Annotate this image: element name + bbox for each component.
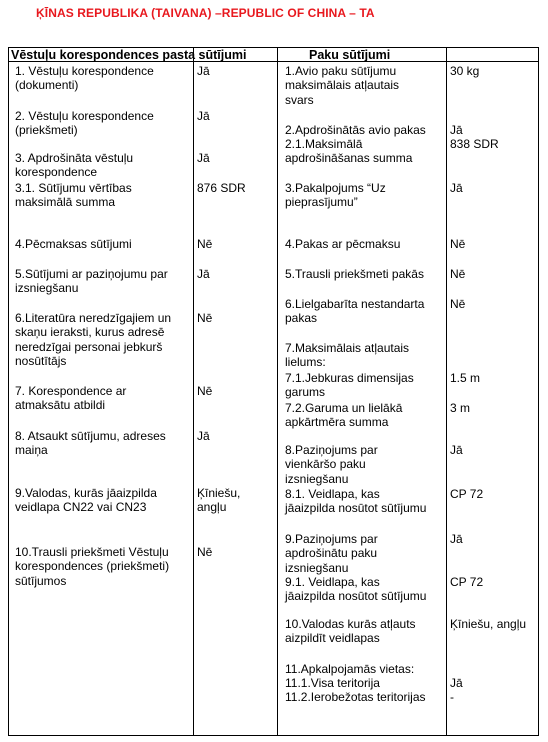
right-item-label <box>285 371 445 400</box>
left-item-value: Jā <box>197 109 210 123</box>
left-item-line: (priekšmeti) <box>15 123 78 138</box>
right-item-line: izsniegšanu <box>285 471 349 486</box>
left-item-label <box>15 384 191 413</box>
right-item-value: 1.5 m <box>450 371 481 385</box>
left-item-line: skaņu ieraksti, kurus adresē <box>15 325 165 340</box>
right-item-label <box>285 487 445 516</box>
right-section-header: Paku sūtījumi <box>309 48 391 62</box>
right-item-label <box>285 64 445 107</box>
left-item-label <box>15 486 191 515</box>
right-item-line: 2.Apdrošinātās avio pakas <box>285 123 426 137</box>
left-item-value: Ķīniešu, <box>197 486 241 500</box>
left-item-line: (dokumenti) <box>15 78 79 93</box>
left-item-value: Nē <box>197 384 213 398</box>
right-item-value: Jā <box>450 123 463 137</box>
right-item-value: Jā <box>450 181 463 195</box>
right-item-line: 7.Maksimālais atļautais <box>285 341 410 355</box>
right-item-label <box>285 532 445 575</box>
right-item-label <box>285 575 445 604</box>
right-item-line: apkārtmēra summa <box>285 415 389 430</box>
right-item-value: - <box>450 690 454 704</box>
right-item-label <box>285 181 445 210</box>
right-item-line: svars <box>285 92 314 107</box>
right-item-line: 5.Trausli priekšmeti pakās <box>285 267 424 281</box>
right-item-line: 11.Apkalpojamās vietas: <box>285 662 415 676</box>
left-item-line: 3.1. Sūtījumu vērtības <box>15 181 132 195</box>
left-item-label <box>15 429 191 458</box>
column-divider <box>193 48 194 735</box>
left-item-value: Nē <box>197 237 213 251</box>
left-item-line: izsniegšanu <box>15 281 79 296</box>
right-item-line: 9.Paziņojums par <box>285 532 378 546</box>
right-item-line: apdrošināšanas summa <box>285 151 413 166</box>
left-item-line: 7. Korespondence ar <box>15 384 127 398</box>
right-item-line: garums <box>285 385 326 400</box>
right-item-label <box>285 137 445 166</box>
services-table <box>8 47 539 736</box>
left-item-label <box>15 545 191 588</box>
right-item-line: pakas <box>285 311 318 326</box>
left-item-line: 8. Atsaukt sūtījumu, adreses <box>15 429 166 443</box>
left-item-value: Jā <box>197 267 210 281</box>
left-item-line: 1. Vēstuļu korespondence <box>15 64 154 78</box>
right-item-value: Jā <box>450 532 463 546</box>
left-item-line: 4.Pēcmaksas sūtījumi <box>15 237 132 251</box>
right-item-line: 3.Pakalpojums “Uz <box>285 181 386 195</box>
left-item-label <box>15 237 191 251</box>
right-item-label <box>285 123 445 137</box>
left-item-label <box>15 109 191 138</box>
right-item-line: 11.2.Ierobežotas teritorijas <box>285 690 426 704</box>
left-item-line: maksimālā summa <box>15 195 116 210</box>
left-item-line: nosūtītājs <box>15 354 67 369</box>
right-item-line: vienkāršo paku <box>285 457 366 472</box>
left-item-line: atmaksātu atbildi <box>15 398 106 413</box>
column-divider <box>446 48 447 735</box>
right-item-label <box>285 690 445 704</box>
right-item-label <box>285 617 445 646</box>
right-item-value: CP 72 <box>450 487 484 501</box>
right-item-label <box>285 401 445 430</box>
right-item-label <box>285 267 445 281</box>
left-item-value: Jā <box>197 64 210 78</box>
left-item-line: 10.Trausli priekšmeti Vēstuļu <box>15 545 169 559</box>
right-item-value: Ķīniešu, angļu <box>450 617 527 631</box>
right-item-line: jāaizpilda nosūtot sūtījumu <box>285 589 427 604</box>
left-item-line: 9.Valodas, kurās jāaizpilda <box>15 486 157 500</box>
right-item-line: 2.1.Maksimālā <box>285 137 363 151</box>
right-item-value: Nē <box>450 237 466 251</box>
left-item-line: korespondences (priekšmeti) <box>15 559 170 574</box>
right-item-value: Nē <box>450 267 466 281</box>
right-item-line: 4.Pakas ar pēcmaksu <box>285 237 401 251</box>
right-item-value: Jā <box>450 443 463 457</box>
right-item-value: 3 m <box>450 401 471 415</box>
left-item-value: angļu <box>197 500 227 515</box>
right-item-line: 7.1.Jebkuras dimensijas <box>285 371 414 385</box>
right-item-label <box>285 443 445 486</box>
left-item-label <box>15 64 191 93</box>
right-item-line: maksimālais atļautais <box>285 78 400 93</box>
left-item-value: Nē <box>197 311 213 325</box>
right-item-value: 30 kg <box>450 64 480 78</box>
right-item-line: apdrošinātu paku <box>285 546 378 561</box>
right-item-line: 8.1. Veidlapa, kas <box>285 487 380 501</box>
right-item-line: 10.Valodas kurās atļauts <box>285 617 416 631</box>
left-item-label <box>15 181 191 210</box>
left-item-line: neredzīgai personai jebkurš <box>15 339 163 354</box>
right-item-line: 6.Lielgabarīta nestandarta <box>285 297 425 311</box>
right-item-label <box>285 676 445 690</box>
left-section-header: Vēstuļu korespondences pasta sūtījumi <box>11 48 247 62</box>
left-item-line: 2. Vēstuļu korespondence <box>15 109 154 123</box>
right-item-value: Nē <box>450 297 466 311</box>
right-item-line: 7.2.Garuma un lielākā <box>285 401 403 415</box>
left-item-value: Jā <box>197 429 210 443</box>
right-item-line: lielums: <box>285 355 326 370</box>
left-item-label <box>15 311 191 369</box>
right-item-line: 11.1.Visa teritorija <box>285 676 380 690</box>
left-item-label <box>15 267 191 296</box>
right-item-line: izsniegšanu <box>285 560 349 575</box>
column-divider <box>277 48 278 735</box>
right-item-value: CP 72 <box>450 575 484 589</box>
page-title: ĶĪNAS REPUBLIKA (TAIVANA) –REPUBLIC OF CHINA – TA <box>36 6 375 20</box>
right-item-line: 1.Avio paku sūtījumu <box>285 64 397 78</box>
right-item-label <box>285 237 445 251</box>
right-item-line: pieprasījumu” <box>285 195 358 210</box>
right-item-line: 8.Paziņojums par <box>285 443 378 457</box>
left-item-line: maiņa <box>15 443 48 458</box>
right-item-label <box>285 341 445 370</box>
right-item-label <box>285 297 445 326</box>
left-item-line: veidlapa CN22 vai CN23 <box>15 500 147 515</box>
left-item-line: korespondence <box>15 165 98 180</box>
left-item-line: sūtījumos <box>15 573 67 588</box>
left-item-value: Nē <box>197 545 213 559</box>
left-item-line: 3. Apdrošināta vēstuļu <box>15 151 134 165</box>
left-item-value: Jā <box>197 151 210 165</box>
left-item-line: 5.Sūtījumi ar paziņojumu par <box>15 267 168 281</box>
right-item-value: 838 SDR <box>450 137 499 151</box>
right-item-label <box>285 662 445 676</box>
right-item-value: Jā <box>450 676 463 690</box>
right-item-line: aizpildīt veidlapas <box>285 631 380 646</box>
right-item-line: jāaizpilda nosūtot sūtījumu <box>285 501 427 516</box>
left-item-value: 876 SDR <box>197 181 246 195</box>
right-item-line: 9.1. Veidlapa, kas <box>285 575 380 589</box>
left-item-label <box>15 151 191 180</box>
left-item-line: 6.Literatūra neredzīgajiem un <box>15 311 172 325</box>
